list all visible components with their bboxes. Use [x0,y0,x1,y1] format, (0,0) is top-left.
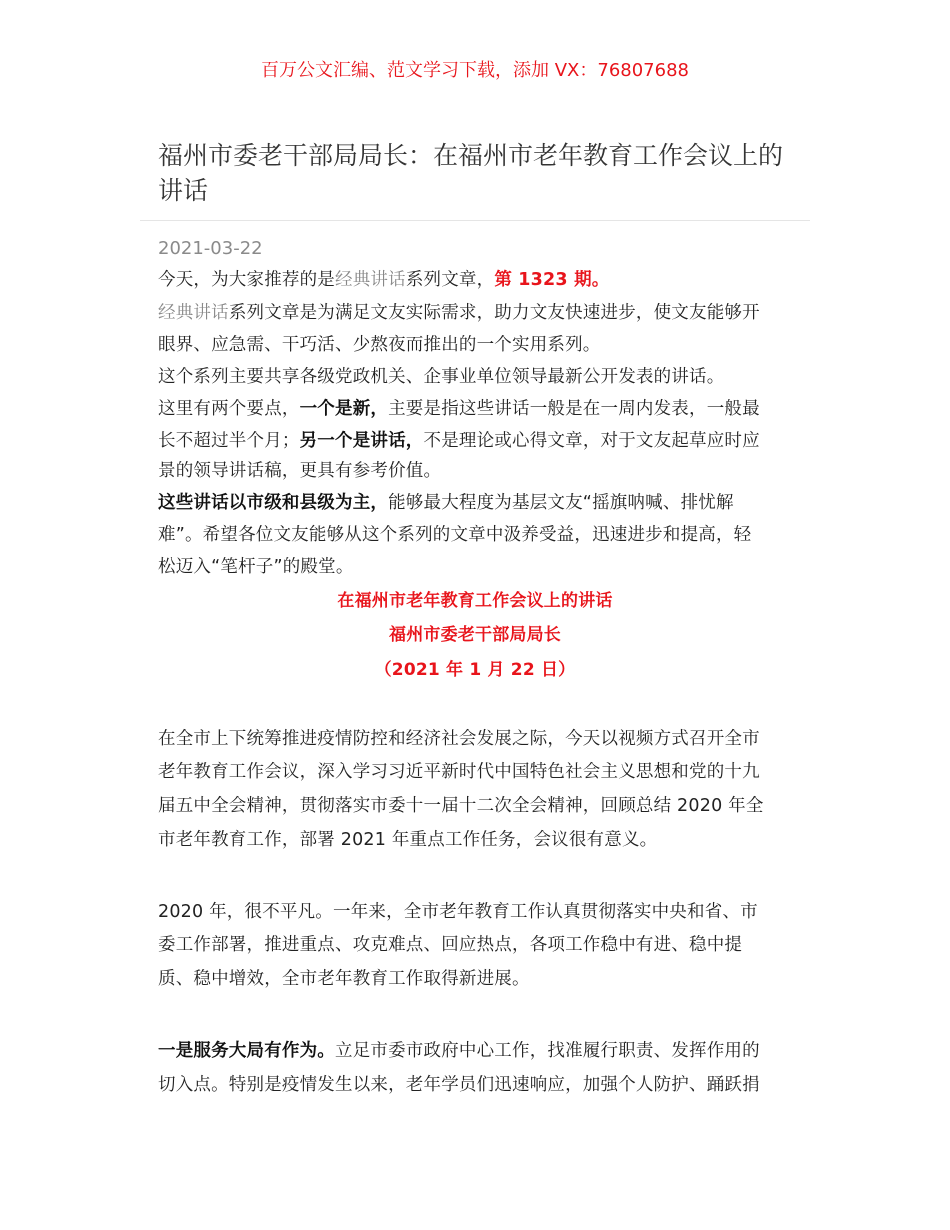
text-line [158,828,798,852]
text-segment: 立足市委市政府中心工作，找准履行职责、发挥作用的 [335,1041,760,1061]
text-line [158,1073,798,1097]
text-segment: 2020 年，很不平凡。一年来，全市老年教育工作认真贯彻落实中央和省、市 [158,902,758,922]
text-line [158,365,798,389]
text-segment: 届五中全会精神，贯彻落实市委十一届十二次全会精神，回顾总结 2020 年全 [158,796,764,816]
text-line [158,301,798,325]
text-line [158,523,798,547]
text-line [158,794,798,818]
text-segment: 眼界、应急需、干巧活、少熬夜而推出的一个实用系列。 [158,335,601,355]
text-segment: 主要是指这些讲话一般是在一周内发表，一般最 [388,399,760,419]
text-segment: 一是服务大局有作为。 [158,1041,335,1061]
text-line [158,555,798,579]
text-segment: 这些讲话以市级和县级为主， [158,493,389,513]
text-line [158,397,798,421]
text-segment: 老年教育工作会议，深入学习习近平新时代中国特色社会主义思想和党的十九 [158,762,760,782]
article-title: 福州市委老干部局局长：在福州市老年教育工作会议上的讲话 [158,141,784,205]
speech-title: 在福州市老年教育工作会议上的讲话 [337,591,613,611]
text-segment: 不是理论或心得文章，对于文友起草应时应 [423,431,760,451]
text-segment: 这个系列主要共享各级党政机关、企事业单位领导最新公开发表的讲话。 [158,367,725,387]
title-divider [140,220,810,221]
text-segment: 今天，为大家推荐的是 [158,270,335,290]
publish-date: 2021-03-22 [158,238,263,259]
speech-speaker: 福州市委老干部局局长 [389,625,561,645]
text-line [158,268,798,292]
text-segment: 委工作部署，推进重点、攻克难点、回应热点，各项工作稳中有进、稳中提 [158,935,743,955]
text-segment: 能够最大程度为基层文友“摇旗呐喊、排忧解 [388,493,734,513]
text-segment: 切入点。特别是疫情发生以来，老年学员们迅速响应，加强个人防护、踊跃捐 [158,1075,760,1095]
text-segment: 松迈入“笔杆子”的殿堂。 [158,557,354,577]
speech-date: （2021 年 1 月 22 日） [374,660,576,680]
text-segment: 在全市上下统筹推进疫情防控和经济社会发展之际，今天以视频方式召开全市 [158,729,760,749]
text-segment: 第 1323 期。 [494,270,610,290]
promo-banner: 百万公文汇编、范文学习下载，添加 VX：76807688 [261,60,689,81]
text-line [158,933,798,957]
text-line [158,459,798,483]
text-segment: 一个是新， [299,399,389,419]
text-line [158,1039,798,1063]
text-line [158,727,798,751]
text-segment: 另一个是讲话， [299,431,424,451]
text-segment: 质、稳中增效，全市老年教育工作取得新进展。 [158,969,530,989]
text-line [158,967,798,991]
text-line [158,491,798,515]
text-segment: 难”。希望各位文友能够从这个系列的文章中汲养受益，迅速进步和提高，轻 [158,525,752,545]
text-line [158,900,798,924]
text-line [158,333,798,357]
text-line [158,429,798,453]
text-segment: 市老年教育工作，部署 2021 年重点工作任务，会议很有意义。 [158,830,658,850]
text-line [158,760,798,784]
text-segment: 系列文章， [405,270,495,290]
text-segment: 经典讲话 [335,270,406,290]
text-segment: 景的领导讲话稿，更具有参考价值。 [158,461,442,481]
text-segment: 这里有两个要点， [158,399,300,419]
text-segment: 长不超过半个月； [158,431,300,451]
text-segment: 经典讲话 [158,303,229,323]
text-segment: 系列文章是为满足文友实际需求，助力文友快速进步，使文友能够开 [228,303,760,323]
